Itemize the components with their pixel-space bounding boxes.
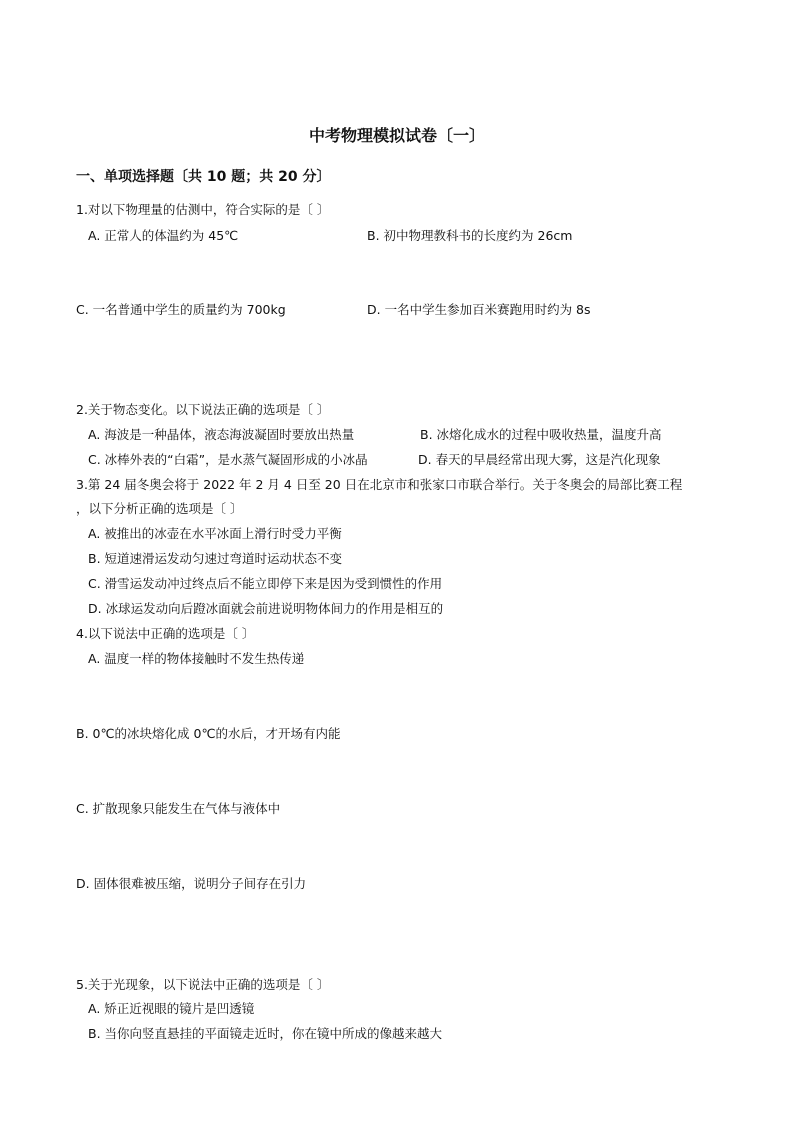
section-heading: 一、单项选择题〔共 10 题；共 20 分〕 (76, 169, 331, 185)
option-a: A. 被推出的冰壶在水平冰面上滑行时受力平衡 (88, 526, 342, 541)
page-title: 中考物理模拟试卷〔一〕 (308, 126, 485, 145)
option-c: C. 滑雪运发动冲过终点后不能立即停下来是因为受到惯性的作用 (88, 576, 443, 591)
question-stem-continued: ，以下分析正确的选项是〔 〕 (76, 501, 243, 516)
option-b: B. 短道速滑运发动匀速过弯道时运动状态不变 (88, 551, 343, 566)
question-stem: 1.对以下物理量的估测中，符合实际的是〔 〕 (76, 202, 330, 217)
option-d: D. 一名中学生参加百米赛跑用时约为 8s (367, 302, 591, 317)
question-stem: 4.以下说法中正确的选项是〔 〕 (76, 626, 255, 641)
question-stem: 3.第 24 届冬奥会将于 2022 年 2 月 4 日至 20 日在北京市和张家口市联合举行。关于冬奥会的局部比赛工程 (76, 477, 683, 492)
option-c: C. 扩散现象只能发生在气体与液体中 (76, 801, 281, 816)
option-c: C. 冰棒外表的“白霜”，是水蒸气凝固形成的小冰晶 (88, 452, 368, 467)
option-a: A. 海波是一种晶体，液态海波凝固时要放出热量 (88, 427, 355, 442)
option-a: A. 温度一样的物体接触时不发生热传递 (88, 651, 305, 666)
question-stem: 2.关于物态变化。以下说法正确的选项是〔 〕 (76, 402, 330, 417)
option-b: B. 冰熔化成水的过程中吸收热量，温度升高 (420, 427, 662, 442)
question-stem: 5.关于光现象，以下说法中正确的选项是〔 〕 (76, 977, 330, 992)
option-d: D. 固体很难被压缩，说明分子间存在引力 (76, 876, 307, 891)
option-a: A. 正常人的体温约为 45℃ (88, 228, 239, 243)
option-b: B. 0℃的冰块熔化成 0℃的水后，才开场有内能 (76, 726, 341, 741)
option-d: D. 春天的早晨经常出现大雾，这是汽化现象 (418, 452, 661, 467)
option-d: D. 冰球运发动向后蹬冰面就会前进说明物体间力的作用是相互的 (88, 601, 444, 616)
option-b: B. 初中物理教科书的长度约为 26cm (367, 228, 573, 243)
option-c: C. 一名普通中学生的质量约为 700kg (76, 302, 286, 317)
option-a: A. 矫正近视眼的镜片是凹透镜 (88, 1001, 255, 1016)
option-b: B. 当你向竖直悬挂的平面镜走近时，你在镜中所成的像越来越大 (88, 1026, 443, 1041)
